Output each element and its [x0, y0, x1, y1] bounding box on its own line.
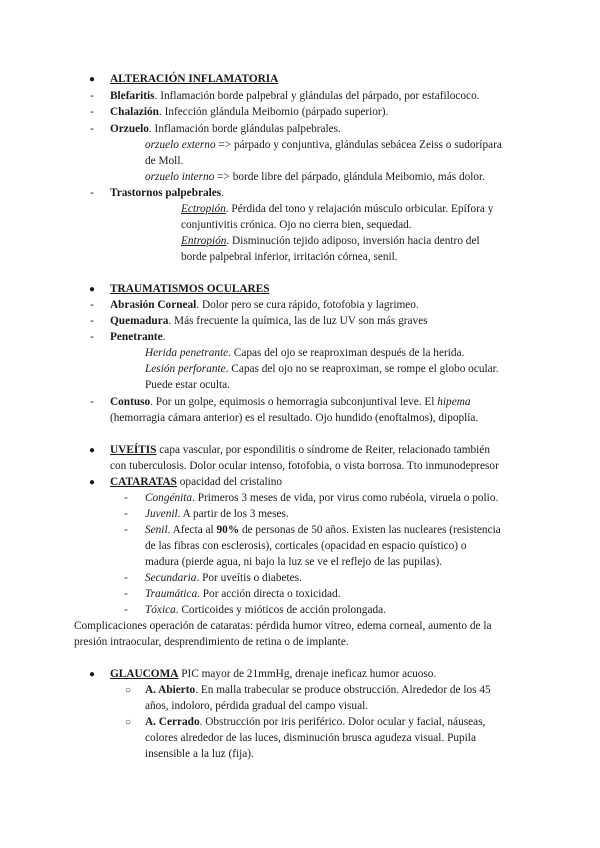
item-chalazion: Chalazión. Infección glándula Meibomio (párpado superior). — [110, 106, 389, 118]
uveitis-line-cont: con tuberculosis. Dolor ocular intenso, fotofobia, o vista borrosa. Tto inmunodepresor — [110, 460, 499, 472]
dash-icon: - — [124, 588, 128, 600]
circle-bullet-icon: ○ — [125, 685, 132, 696]
item-cerrado-cont: colores alrededor de las luces, disminución brusca agudeza visual. Pupila — [145, 732, 476, 744]
item-trastornos: Trastornos palpebrales. — [110, 187, 225, 199]
section-title: UVEÍTIS — [110, 444, 157, 456]
item-ectropion-cont: conjuntivitis crónica. Ojo no cierra bien, sequedad. — [181, 219, 412, 231]
item-contuso: Contuso. Por un golpe, equimosis o hemorragia subconjuntival leve. El hipema — [110, 396, 471, 408]
dash-icon: - — [124, 572, 128, 584]
dash-icon: - — [90, 315, 94, 327]
bullet-icon: ● — [89, 445, 96, 456]
dash-icon: - — [90, 299, 94, 311]
item-cerrado-cont: insensible a la luz (fija). — [145, 748, 254, 760]
item-abrasion: Abrasión Corneal. Dolor pero se cura rápido, fotofobia y lagrimeo. — [110, 299, 419, 311]
complicaciones-line: Complicaciones operación de cataratas: pérdida humor vítreo, edema corneal, aumento de la — [74, 620, 492, 632]
item-senil: Senil. Afecta al 90% de personas de 50 años. Existen las nucleares (resistencia — [145, 524, 501, 536]
bullet-icon: ● — [89, 74, 96, 85]
item-herida: Herida penetrante. Capas del ojo se reaproximan después de la herida. — [145, 347, 465, 359]
dash-icon: - — [90, 90, 94, 102]
bullet-icon: ● — [89, 284, 96, 295]
item-cerrado: A. Cerrado. Obstrucción por iris periférico. Dolor ocular y facial, náuseas, — [145, 716, 486, 728]
cataratas-line: CATARATAS opacidad del cristalino — [110, 476, 283, 488]
item-penetrante: Penetrante. — [110, 331, 166, 343]
dash-icon: - — [90, 187, 94, 199]
item-senil-cont: de las fibras con esclerosis), corticales (opacidad en espacio quístico) o — [145, 540, 467, 552]
dash-icon: - — [90, 106, 94, 118]
item-entropion-cont: borde palpebral inferior, irritación córnea, senil. — [181, 251, 398, 263]
complicaciones-line-cont: presión intraocular, desprendimiento de retina o de implante. — [74, 636, 349, 648]
item-orzuelo-externo: orzuelo externo => párpado y conjuntiva, glándulas sebácea Zeiss o sudorípara — [145, 139, 502, 151]
dash-icon: - — [124, 508, 128, 520]
section-title: TRAUMATISMOS OCULARES — [110, 283, 270, 295]
uveitis-line: UVEÍTIS capa vascular, por espondilitis o síndrome de Reiter, relacionado también — [110, 444, 490, 456]
item-toxica: Tóxica. Corticoides y mióticos de acción prolongada. — [145, 604, 386, 616]
item-orzuelo: Orzuelo. Inflamación borde glándulas palpebrales. — [110, 123, 341, 135]
item-blefaritis: Blefaritis. Inflamación borde palpebral y glándulas del párpado, por estafilococo. — [110, 90, 480, 102]
item-senil-cont: madura (pierde agua, ni bajo la luz se ve el reflejo de las pupilas). — [145, 556, 443, 568]
item-entropion: Entropión. Disminución tejido adiposo, inversión hacia dentro del — [181, 235, 480, 247]
item-juvenil: Juvenil. A partir de los 3 meses. — [145, 508, 289, 520]
dash-icon: - — [124, 524, 128, 536]
dash-icon: - — [124, 604, 128, 616]
item-traumatica: Traumática. Por acción directa o toxicidad. — [145, 588, 341, 600]
item-quemadura: Quemadura. Más frecuente la química, las de luz UV son más graves — [110, 315, 428, 327]
section-title: GLAUCOMA — [110, 668, 179, 680]
dash-icon: - — [124, 492, 128, 504]
dash-icon: - — [90, 396, 94, 408]
item-secundaria: Secundaria. Por uveítis o diabetes. — [145, 572, 302, 584]
item-congenita: Congénita. Primeros 3 meses de vida, por virus como rubéola, viruela o polio. — [145, 492, 499, 504]
section-title: ALTERACIÓN INFLAMATORIA — [110, 73, 279, 85]
item-contuso-cont: (hemorragia cámara anterior) es el resultado. Ojo hundido (enoftalmos), dipoplía. — [110, 412, 479, 424]
item-abierto-cont: años, indoloro, pérdida gradual del campo visual. — [145, 700, 369, 712]
bullet-icon: ● — [89, 669, 96, 680]
item-abierto: A. Abierto. En malla trabecular se produce obstrucción. Alrededor de los 45 — [145, 684, 491, 696]
item-orzuelo-interno: orzuelo interno => borde libre del párpado, glándula Meibomio, más dolor. — [145, 171, 485, 183]
glaucoma-line: GLAUCOMA PIC mayor de 21mmHg, drenaje ineficaz humor acuoso. — [110, 668, 437, 680]
circle-bullet-icon: ○ — [125, 717, 132, 728]
item-ectropion: Ectropión. Pérdida del tono y relajación músculo orbicular. Epífora y — [181, 203, 494, 215]
item-orzuelo-externo-cont: de Moll. — [145, 155, 184, 167]
dash-icon: - — [90, 331, 94, 343]
item-lesion-cont: Puede estar oculta. — [145, 379, 231, 391]
section-title: CATARATAS — [110, 476, 177, 488]
bullet-icon: ● — [89, 477, 96, 488]
item-lesion: Lesión perforante. Capas del ojo no se reaproximan, se rompe el globo ocular. — [145, 363, 499, 375]
dash-icon: - — [90, 123, 94, 135]
